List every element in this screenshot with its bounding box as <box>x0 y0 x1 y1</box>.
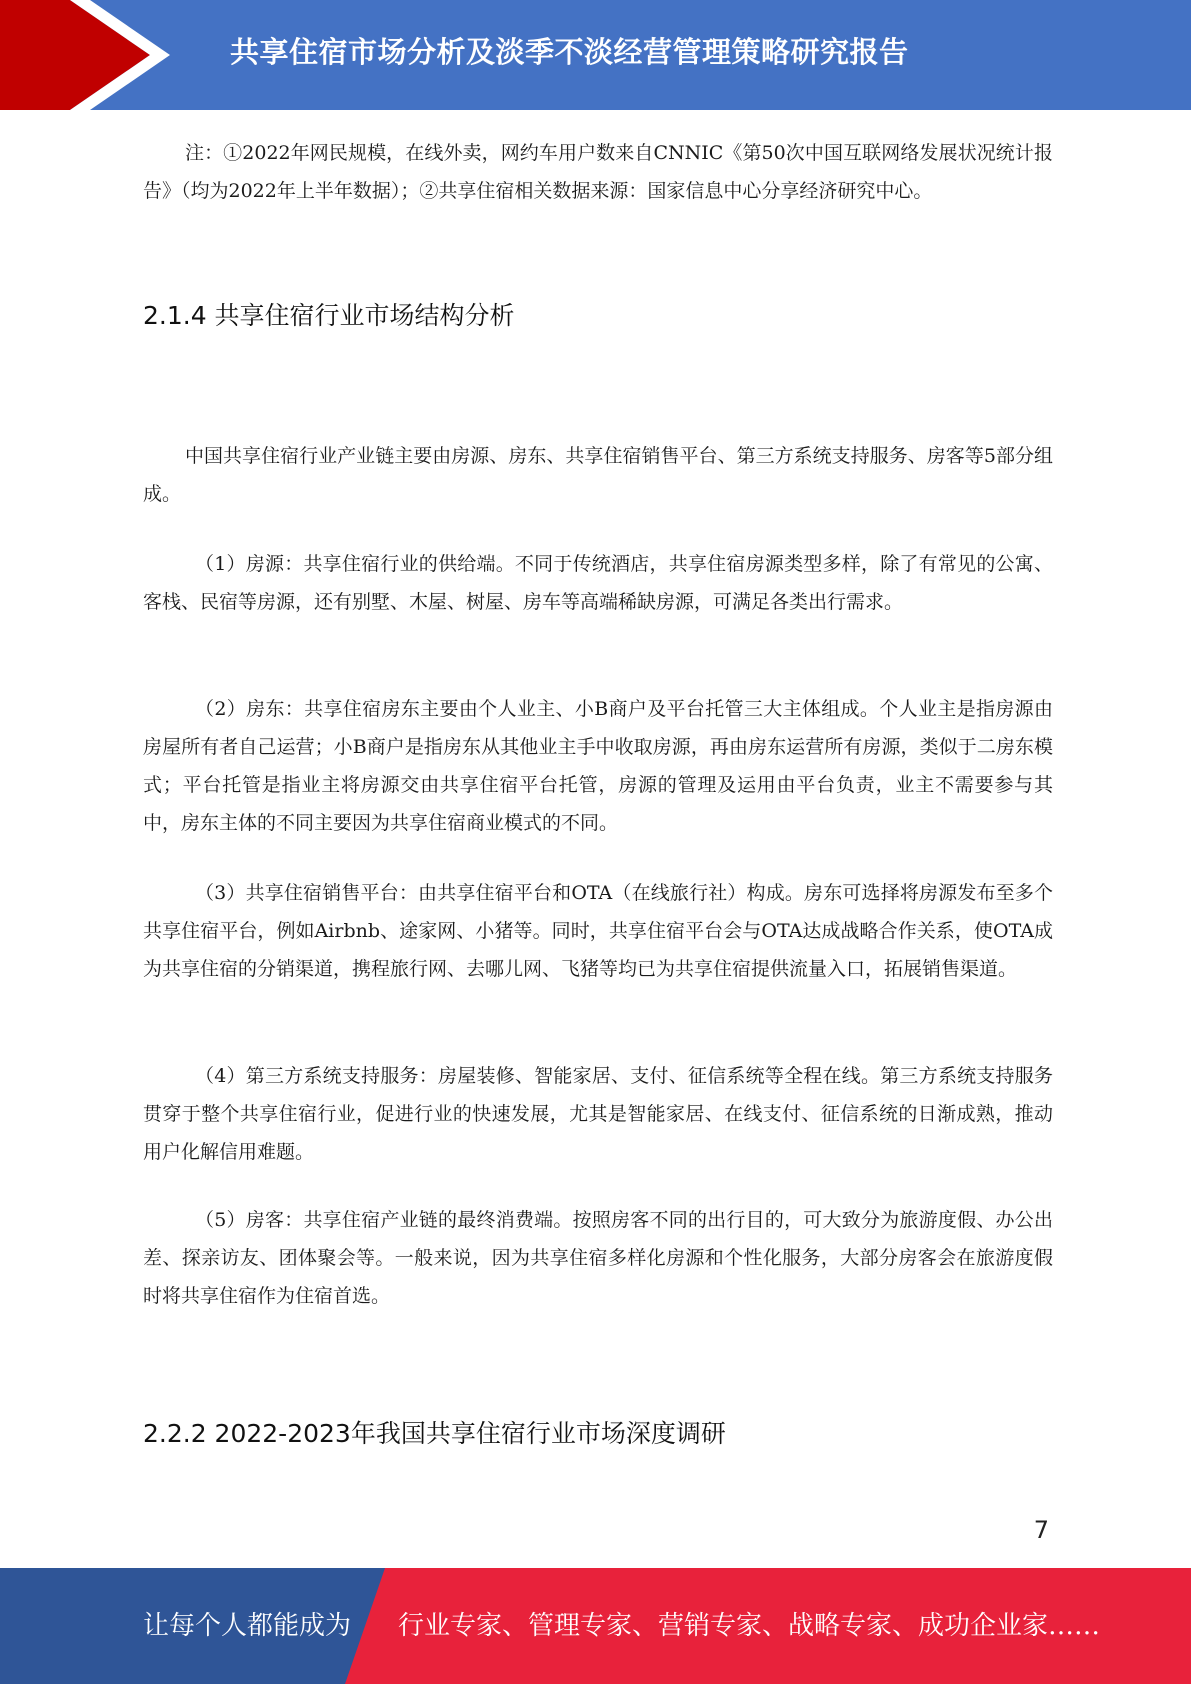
list-item-housing-source: （1）房源：共享住宿行业的供给端。不同于传统酒店，共享住宿房源类型多样，除了有常见的公寓、客栈、民宿等房源，还有别墅、木屋、树屋、房车等高端稀缺房源，可满足各类出行需求。 <box>143 553 1053 613</box>
page-number: 7 <box>1033 1516 1049 1544</box>
intro-paragraph: 中国共享住宿行业产业链主要由房源、房东、共享住宿销售平台、第三方系统支持服务、房客等5部分组成。 <box>143 445 1053 505</box>
list-item-host: （2）房东：共享住宿房东主要由个人业主、小B商户及平台托管三大主体组成。个人业主是指房源由房屋所有者自己运营；小B商户是指房东从其他业主手中收取房源，再由房东运营所有房源，类似于二房东模式；平台托管是指业主将房源交由共享住宿平台托管，房源的管理及运用由平台负责，业主不需要参与其中，房东主体的不同主要因为共享住宿商业模式的不同。 <box>143 698 1053 834</box>
list-item-guest: （5）房客：共享住宿产业链的最终消费端。按照房客不同的出行目的，可大致分为旅游度假、办公出差、探亲访友、团体聚会等。一般来说，因为共享住宿多样化房源和个性化服务，大部分房客会在旅游度假时将共享住宿作为住宿首选。 <box>143 1209 1053 1307</box>
note-paragraph: 注：①2022年网民规模，在线外卖，网约车用户数来自CNNIC《第50次中国互联网络发展状况统计报告》（均为2022年上半年数据）；②共享住宿相关数据来源：国家信息中心分享经济研究中心。 <box>143 142 1053 202</box>
section-heading-2-2-2: 2.2.2 2022-2023年我国共享住宿行业市场深度调研 <box>143 1419 726 1448</box>
list-item-third-party-services: （4）第三方系统支持服务：房屋装修、智能家居、支付、征信系统等全程在线。第三方系统支持服务贯穿于整个共享住宿行业，促进行业的快速发展，尤其是智能家居、在线支付、征信系统的日渐成熟，推动用户化解信用难题。 <box>143 1065 1053 1163</box>
footer-slogan-right: 行业专家、管理专家、营销专家、战略专家、成功企业家…… <box>398 1611 1101 1641</box>
section-heading-2-1-4: 2.1.4 共享住宿行业市场结构分析 <box>143 301 515 330</box>
report-title: 共享住宿市场分析及淡季不淡经营管理策略研究报告 <box>230 35 909 69</box>
footer-slogan-left: 让每个人都能成为 <box>143 1611 352 1641</box>
page-header <box>0 0 1191 110</box>
page-footer <box>0 1568 1191 1684</box>
list-item-sales-platform: （3）共享住宿销售平台：由共享住宿平台和OTA（在线旅行社）构成。房东可选择将房源发布至多个共享住宿平台，例如Airbnb、途家网、小猪等。同时，共享住宿平台会与OTA达成战略合作关系，使OTA成为共享住宿的分销渠道，携程旅行网、去哪儿网、飞猪等均已为共享住宿提供流量入口，拓展销售渠道。 <box>143 882 1053 980</box>
